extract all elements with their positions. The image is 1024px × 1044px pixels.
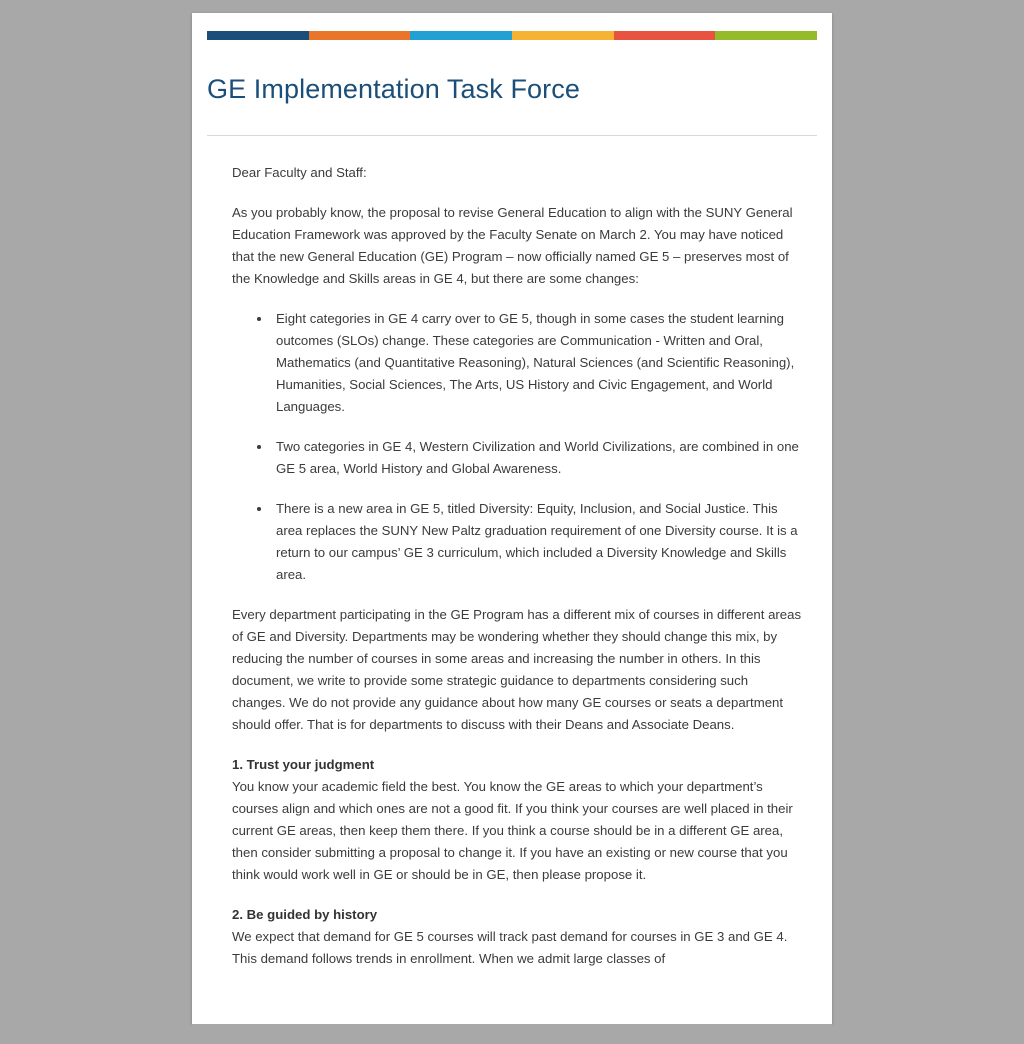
page-title: GE Implementation Task Force	[207, 74, 580, 104]
accent-bar-segment-4	[512, 31, 614, 40]
section-text-trust-your-judgment: You know your academic field the best. You know the GE areas to which your department’s courses align and which ones are not a good fit. If you think your courses are well placed in their current GE areas, then keep them there. If you think a course should be in a different GE area, then consider submitting a proposal to change it. If you have an existing or new course that you think would work well in GE or should be in GE, then please propose it.	[232, 779, 793, 882]
document-page	[192, 13, 832, 1024]
guidance-paragraph: Every department participating in the GE Program has a different mix of courses in different areas of GE and Diversity. Departments may be wondering whether they should change this mix, by reducing the number of courses in some areas and increasing the number in others. In this document, we write to provide some strategic guidance to departments considering such changes. We do not provide any guidance about how many GE courses or seats a department should offer. That is for departments to discuss with their Deans and Associate Deans.	[232, 607, 802, 732]
accent-bar-segment-2	[309, 31, 411, 40]
section-text-be-guided-by-history: We expect that demand for GE 5 courses will track past demand for courses in GE 3 and GE 4. This demand follows trends in enrollment. When we admit large classes of	[232, 929, 788, 966]
section-heading-be-guided-by-history: 2. Be guided by history	[232, 907, 378, 922]
page-bottom-clip	[192, 1024, 832, 1044]
list-item: • Two categories in GE 4, Western Civilization and World Civilizations, are combined in one GE 5 area, World History and Global Awareness.	[272, 436, 802, 480]
intro-paragraph: As you probably know, the proposal to revise General Education to align with the SUNY General Education Framework was approved by the Faculty Senate on March 2. You may have noticed that the new General Education (GE) Program – now officially named GE 5 – preserves most of the Knowledge and Skills areas in GE 4, but there are some changes:	[232, 205, 793, 286]
changes-list	[232, 308, 802, 586]
accent-bar-segment-1	[207, 31, 309, 40]
accent-bar-segment-5	[614, 31, 716, 40]
salutation: Dear Faculty and Staff:	[232, 165, 367, 180]
accent-bar-segment-6	[715, 31, 817, 40]
section-heading-trust-your-judgment: 1. Trust your judgment	[232, 757, 375, 772]
accent-color-bar	[207, 31, 817, 40]
accent-bar-segment-3	[410, 31, 512, 40]
list-item: • Eight categories in GE 4 carry over to GE 5, though in some cases the student learning outcomes (SLOs) change. These categories are Communication - Written and Oral, Mathematics (and Quantitative Reasoning), Natural Sciences (and Scientific Reasoning), Humanities, Social Sciences, The Arts, US History and Civic Engagement, and World Languages.	[272, 308, 802, 418]
list-item: • There is a new area in GE 5, titled Diversity: Equity, Inclusion, and Social Justice. This area replaces the SUNY New Paltz graduation requirement of one Diversity course. It is a return to our campus’ GE 3 curriculum, which included a Diversity Knowledge and Skills area.	[272, 498, 802, 586]
document-body	[232, 136, 802, 970]
